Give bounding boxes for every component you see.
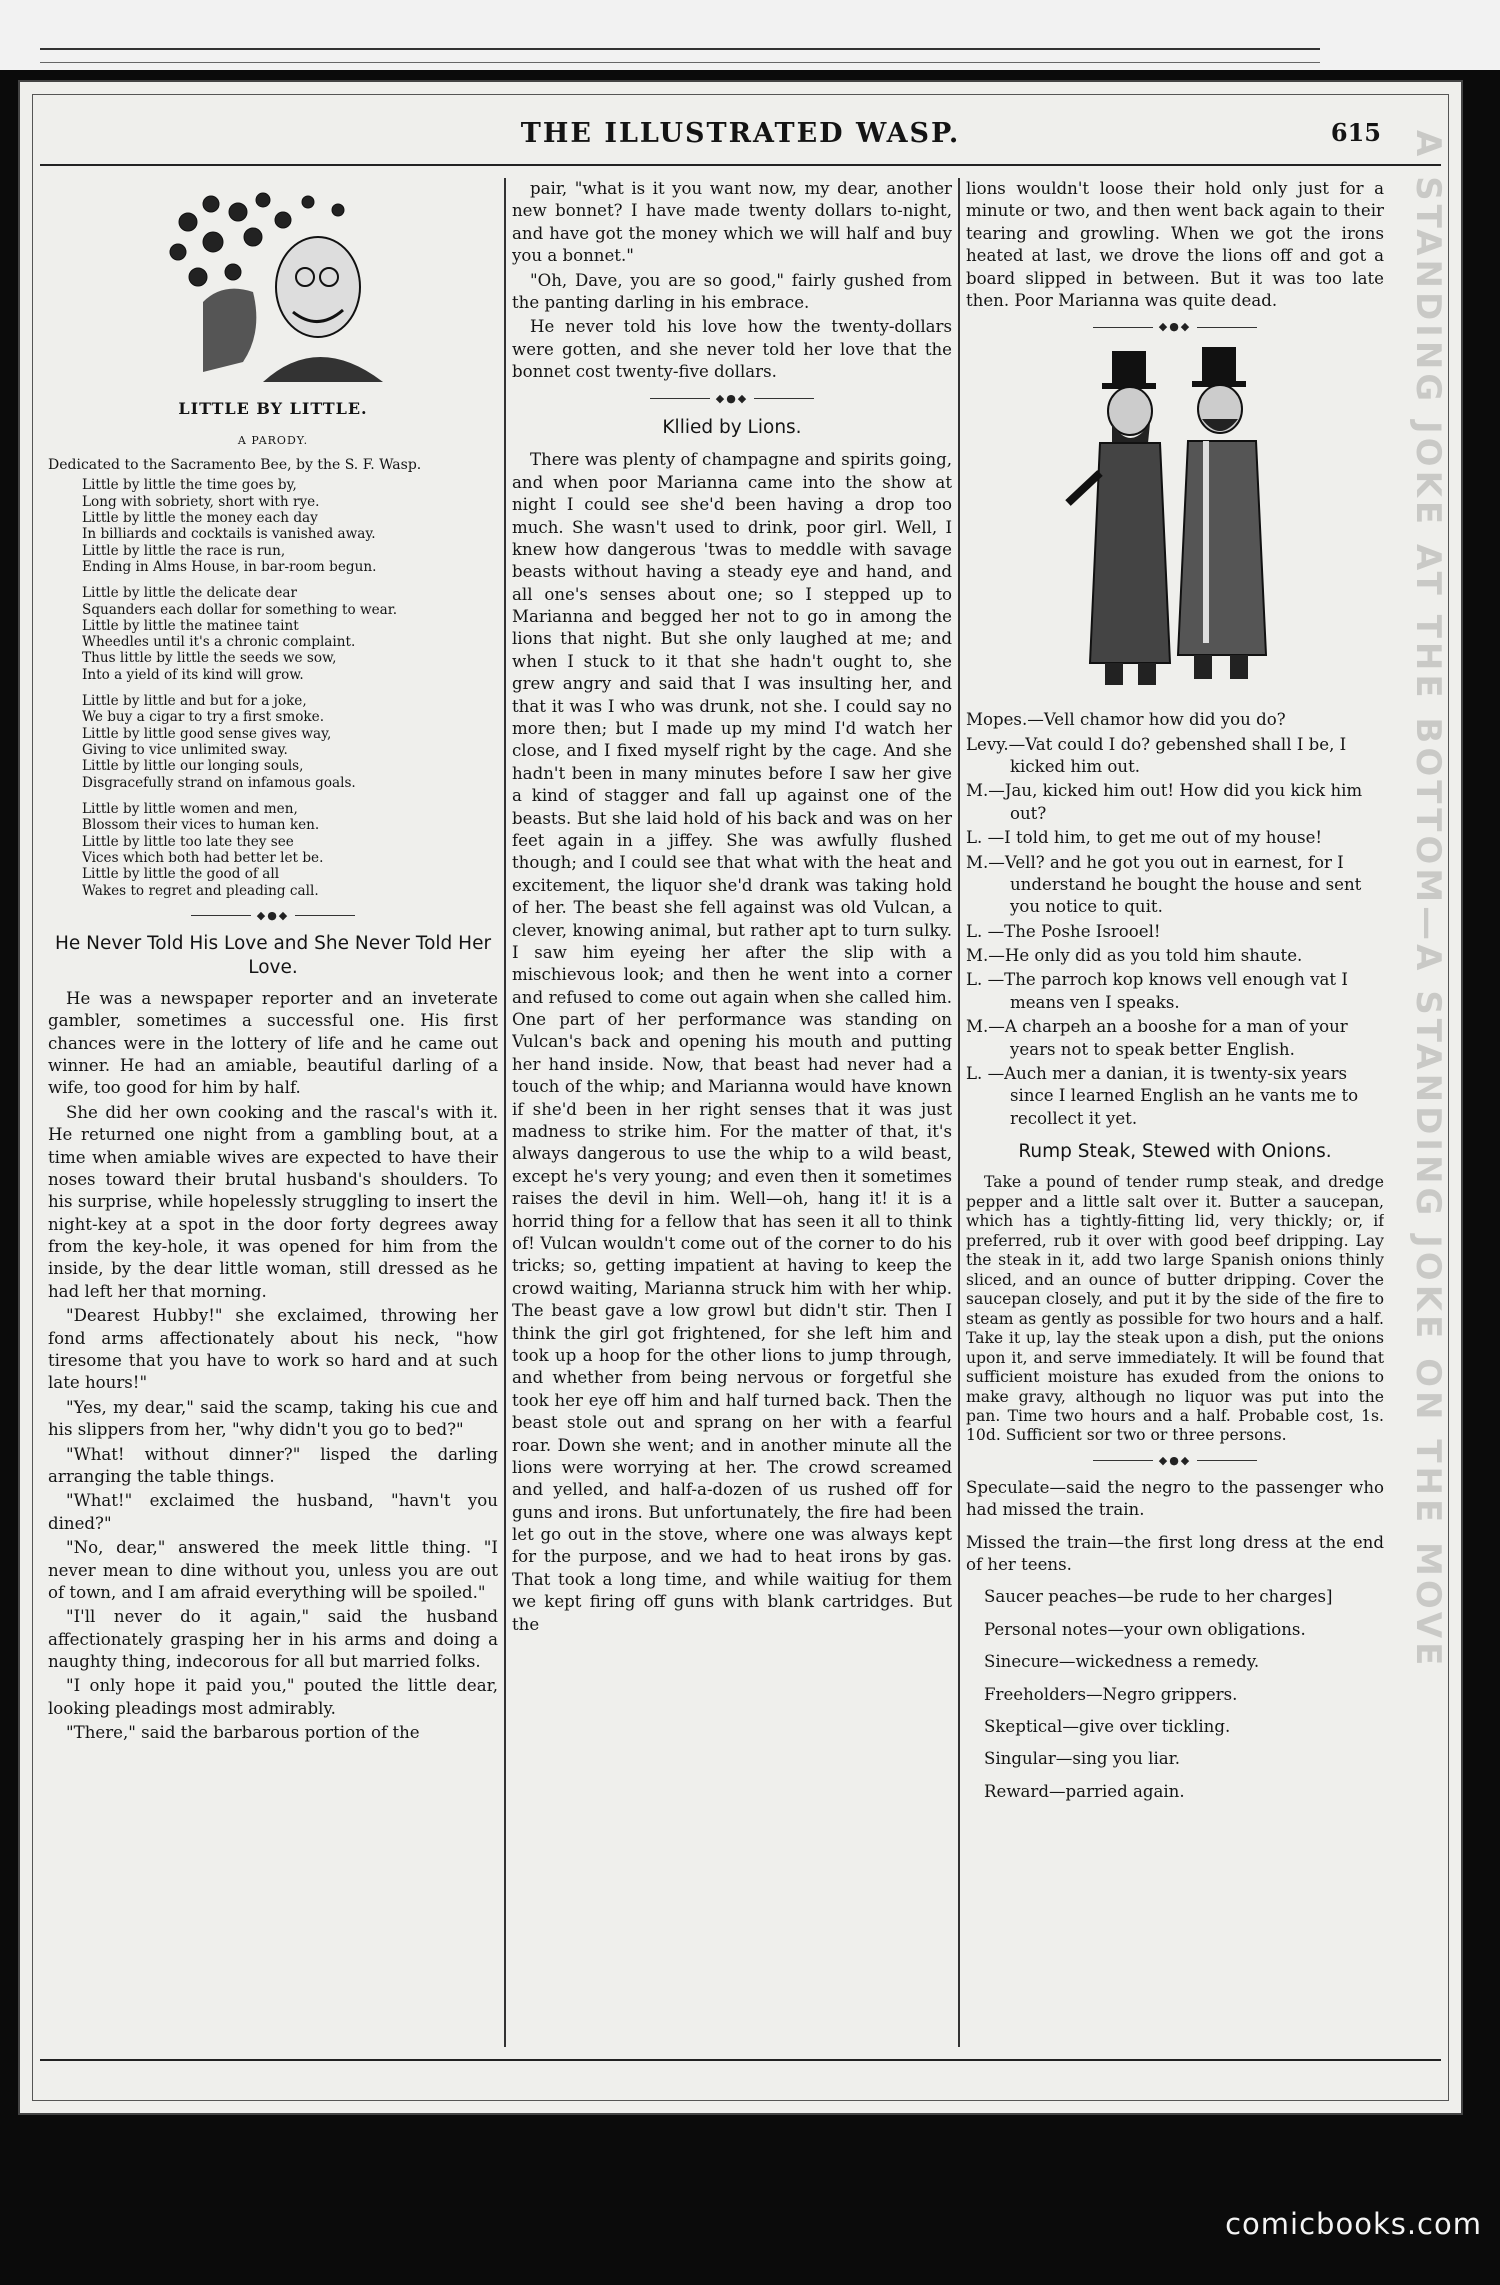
ornament-divider: ◆●◆: [966, 1454, 1384, 1469]
column-2: [512, 178, 952, 2047]
poem-line: Into a yield of its kind will grow.: [82, 666, 304, 683]
poem-line: Little by little the good of all: [82, 866, 280, 883]
story-paragraph: "I only hope it paid you," pouted the little dear, looking pleadings most admirably.: [48, 1676, 498, 1718]
lions-heading: Kllied by Lions.: [662, 417, 802, 439]
column-3: [966, 178, 1384, 2047]
poem-line: Thus little by little the seeds we sow,: [82, 650, 337, 667]
ornament-divider: ◆●◆: [512, 392, 952, 407]
dialogue-text: Vat could I do? gebenshed shall I be, I kicked him out.: [1010, 734, 1347, 776]
story-paragraph: pair, "what is it you want now, my dear, another new bonnet? I have made twenty dollars to-night, and have got the money which we will half and buy you a bonnet.": [512, 179, 952, 266]
story-paragraph: She did her own cooking and the rascal's with it. He returned one night from a gambling bout, at a time when amiable wives are expected to have their noses toward their brutal husband's shoulders. To his surprise, while hopelessly struggling to insert the night-key at a spot in the door forty degrees away from the key-hole, it was opened for him from the inside, by the dear little woman, still dressed as he had left her that morning.: [48, 1102, 498, 1301]
pun-item: Freeholders—Negro grippers.: [984, 1684, 1238, 1704]
poem-line: We buy a cigar to try a first smoke.: [82, 709, 325, 726]
dialogue-text: Vell chamor how did you do?: [1043, 710, 1286, 730]
poem-line: Long with sobriety, short with rye.: [82, 493, 320, 510]
poem-line: Little by little the matinee taint: [82, 617, 299, 634]
story-paragraph: He was a newspaper reporter and an inveterate gambler, sometimes a successful one. His first chances were in the lottery of life and he came out winner. He had an amiable, beautiful darling of a wife, too good for him by half.: [48, 988, 498, 1098]
story-paragraph: "Oh, Dave, you are so good," fairly gushed from the panting darling in his embrace.: [512, 270, 952, 312]
poem-dedication: Dedicated to the Sacramento Bee, by the S. F. Wasp.: [48, 457, 422, 474]
poem-stanza: [82, 693, 498, 791]
pun-item: Reward—parried again.: [984, 1781, 1185, 1801]
story-paragraph: "What! without dinner?" lisped the darling arranging the table things.: [48, 1444, 498, 1486]
dialogue-text: A charpeh an a booshe for a man of your years not to speak better English.: [1004, 1017, 1348, 1059]
column-divider: [958, 178, 960, 2047]
dialogue-text: I told him, to get me out of my house!: [1004, 828, 1323, 848]
poem-line: Little by little women and men,: [82, 800, 298, 817]
bleed-through-line: A STANDING JOKE AT THE BOTTOM—A STANDING JOKE ON THE MOVE: [1408, 130, 1448, 1670]
speaker-label: Mopes.—: [966, 710, 1044, 730]
story-paragraph: "I'll never do it again," said the husband affectionately grasping her in his arms and doing a naughty thing, indecorous for all but married folks.: [48, 1607, 498, 1672]
poem-stanza: [82, 801, 498, 899]
dialogue-text: He only did as you told him shaute.: [1004, 946, 1303, 966]
dialogue-line: [966, 734, 1384, 779]
dialogue-line: [966, 969, 1384, 1014]
story-paragraph: "There," said the barbarous portion of the: [66, 1723, 420, 1743]
poem-stanza: [82, 477, 498, 575]
story-paragraph: "No, dear," answered the meek little thing. "I never mean to dine without you, unless you are out of town, and I am afraid everything will be spoiled.": [48, 1538, 498, 1602]
poem-line: Disgracefully strand on infamous goals.: [82, 774, 356, 791]
puns-list: [966, 1586, 1384, 1803]
story-paragraph: "Yes, my dear," said the scamp, taking his cue and his slippers from her, "why didn't you go to bed?": [48, 1397, 498, 1440]
newspaper-page: [18, 80, 1463, 2115]
dialogue-line: [966, 1063, 1384, 1130]
bleed-through-text: [1408, 130, 1448, 2030]
speaker-label: L. —: [966, 970, 1005, 990]
page-header: [20, 118, 1461, 168]
story-continuation: [512, 178, 952, 384]
dialogue-line: [966, 709, 1384, 731]
speaker-label: M.—: [966, 781, 1005, 801]
speaker-label: M.—: [966, 852, 1005, 872]
recipe-text: Take a pound of tender rump steak, and dredge pepper and a little salt over it. Butter a saucepan, which has a tightly-fitting lid, very thickly; or, if preferred, rub it over with good beef dripping. Lay the steak in it, add two large Spanish onions thinly sliced, and an ounce of butter dripping. Cover the saucepan closely, and put it by the side of the fire to steam as gently as possible for two hours and a half. Take it up, lay the steak upon a dish, put the onions upon it, and serve immediately. It will be found that sufficient moisture has exuded from the onions to make gravy, although no liquor was put into the pan. Time two hours and a half. Probable cost, 1s. 10d. Sufficient sor two or three persons.: [966, 1173, 1384, 1445]
pun-item: Personal notes—your own obligations.: [984, 1619, 1306, 1639]
poem-line: Wakes to regret and pleading call.: [82, 882, 319, 899]
joke-item: Speculate—said the negro to the passenger who had missed the train.: [966, 1477, 1384, 1520]
dialogue-line: [966, 780, 1384, 825]
two-men-in-top-hats-illustration: [1060, 343, 1290, 703]
dialogue-block: [966, 709, 1384, 1130]
poem-line: Blossom their vices to human ken.: [82, 817, 320, 834]
ornament-divider: ◆●◆: [48, 909, 498, 924]
dialogue-text: Auch mer a danian, it is twenty-six years since I learned English an he vants me to recollect it yet.: [1004, 1064, 1359, 1128]
speaker-label: L. —: [966, 1064, 1005, 1084]
poem-line: Squanders each dollar for something to wear.: [82, 601, 398, 618]
top-rule: [40, 48, 1320, 50]
poem-line: Vices which both had better let be.: [82, 849, 324, 866]
top-margin-strip: [0, 0, 1500, 70]
lions-story-end: lions wouldn't loose their hold only just for a minute or two, and then went back again to their tearing and growling. When we got the irons heated at last, we drove the lions off and got a board slipped in between. But it was too late then. Poor Marianna was quite dead.: [966, 179, 1384, 310]
story-paragraph: He never told his love how the twenty-dollars were gotten, and she never told her love that the bonnet cost twenty-five dollars.: [512, 317, 952, 382]
poem-line: Little by little our longing souls,: [82, 758, 304, 775]
speaker-label: Levy.—: [966, 734, 1026, 754]
dialogue-text: The parroch kop knows vell enough vat I means ven I speaks.: [1004, 970, 1348, 1012]
column-1: [48, 178, 498, 2047]
poem-body: [48, 477, 498, 899]
pun-item: Singular—sing you liar.: [984, 1749, 1181, 1769]
dialogue-line: [966, 1016, 1384, 1061]
poem-line: Little by little good sense gives way,: [82, 725, 332, 742]
dialogue-line: [966, 921, 1384, 943]
poem-line: Little by little the race is run,: [82, 542, 286, 559]
lions-story-body: [512, 449, 952, 1636]
dialogue-text: The Poshe Isrooel!: [1004, 921, 1161, 941]
recipe-heading: Rump Steak, Stewed with Onions.: [1018, 1141, 1332, 1163]
masthead-title: THE ILLUSTRATED WASP.: [520, 118, 961, 149]
bottom-rule: [40, 2059, 1441, 2061]
dialogue-text: Jau, kicked him out! How did you kick him out?: [1004, 781, 1363, 823]
story-paragraph: "Dearest Hubby!" she exclaimed, throwing her fond arms affectionately about his neck, "how tiresome that you have to work so hard and at such late hours!": [48, 1306, 498, 1393]
speaker-label: L. —: [966, 828, 1005, 848]
poem-subtitle: A PARODY.: [237, 433, 309, 447]
site-watermark: comicbooks.com: [1225, 2207, 1482, 2241]
dialogue-text: Vell? and he got you out in earnest, for I understand he bought the house and sent you notice to quit.: [1004, 852, 1362, 917]
jokes-block: [966, 1477, 1384, 1577]
speaker-label: M.—: [966, 946, 1005, 966]
recipe-body: [966, 1173, 1384, 1446]
dialogue-line: [966, 852, 1384, 919]
man-with-flowers-illustration: [143, 182, 403, 392]
poem-line: In billiards and cocktails is vanished away.: [82, 526, 376, 543]
poem-title: LITTLE BY LITTLE.: [178, 399, 368, 418]
poem-stanza: [82, 585, 498, 683]
column-divider: [504, 178, 506, 2047]
ornament-divider: ◆●◆: [966, 320, 1384, 335]
poem-line: Little by little the delicate dear: [82, 585, 297, 602]
poem-line: Little by little and but for a joke,: [82, 693, 307, 710]
poem-line: Little by little the time goes by,: [82, 477, 297, 494]
story-paragraph: "What!" exclaimed the husband, "havn't you dined?": [48, 1491, 498, 1533]
header-rule: [40, 164, 1441, 166]
poem-line: Little by little the money each day: [82, 509, 318, 526]
poem-line: Wheedles until it's a chronic complaint.: [82, 634, 356, 651]
poem-line: Little by little too late they see: [82, 833, 294, 850]
page-number: 615: [1330, 118, 1381, 147]
dialogue-line: [966, 945, 1384, 967]
pun-item: Skeptical—give over tickling.: [984, 1716, 1231, 1736]
pun-item: Saucer peaches—be rude to her charges]: [984, 1587, 1333, 1607]
joke-item: Missed the train—the first long dress at the end of her teens.: [966, 1532, 1384, 1574]
story-heading: He Never Told His Love and She Never Told Her Love.: [54, 932, 492, 978]
poem-line: Giving to vice unlimited sway.: [82, 742, 288, 759]
poem-line: Ending in Alms House, in bar-room begun.: [82, 558, 377, 575]
pun-item: Sinecure—wickedness a remedy.: [984, 1652, 1260, 1672]
speaker-label: L. —: [966, 921, 1005, 941]
story-body: [48, 988, 498, 1745]
lions-paragraph: There was plenty of champagne and spirits going, and when poor Marianna came into the show at night I could see she'd been having a drop too much. She wasn't used to drink, poor girl. Well, I knew how dangerous 'twas to meddle with savage beasts without having a steady eye and hand, and all one's senses about one; so I stepped up to Marianna and begged her not to go in among the lions that night. But she only laughed at me; and when I stuck to it that she hadn't ought to, she grew angry and said that I was insulting her, and that it was I who was drunk, not she. I could say no more then; but I made up my mind I'd watch her close, and I fixed myself right by the cage. And she hadn't been in many minutes before I saw her give a kind of stagger and fall up against one of the beasts. But she laid hold of his back and was on her feet again in a jiffey. She was awfully flushed though; and I could see that what with the heat and excitement, the liquor she'd drank was taking hold of her. The beast she fell against was old Vulcan, a clever, knowing animal, but rather apt to turn sulky. I saw him eyeing her after the slip with a mischievous look; and then he went into a corner and refused to come out again when she called him. One part of her performance was standing on Vulcan's back and opening his mouth and putting her hand inside. Now, that beast had never had a touch of the whip; and Marianna would have known if she'd been in her right senses that it was just madness to strike him. For the matter of that, it's always dangerous to use the whip to a wild beast, except he's very young; and even then it sometimes raises the devil in him. Well—oh, hang it! it is a horrid thing for a fellow that has seen it all to think of! Vulcan wouldn't come out of the corner to do his tricks; so, getting impatient at having to keep the crowd waiting, Marianna struck him with her whip. The beast gave a low growl but didn't stir. Then I think the girl got frightened, for she left him and took up a hoop for the other lions to jump through, and whether from being nervous or forgetful she took her eye off him and half turned back. Then the beast stole out and sprang on her with a fearful roar. Down she went; and in another minute all the lions were worrying at her. The crowd screamed and yelled, and half-a-dozen of us rushed off for guns and irons. But unfortunately, the fire had been let go out in the stove, where one was always kept for the purpose, and we had to heat irons by gas. That took a long time, and while waitiug for them we kept firing off guns with blank cartridges. But the: [512, 450, 952, 1634]
top-rule-thin: [40, 62, 1320, 63]
dialogue-line: [966, 827, 1384, 849]
speaker-label: M.—: [966, 1017, 1005, 1037]
